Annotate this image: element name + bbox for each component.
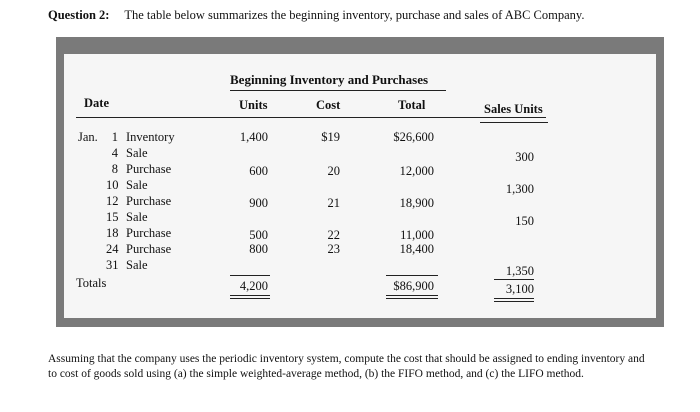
row-desc: Purchase [126,162,172,176]
question-label: Question 2: [48,8,110,22]
header-total: Total [398,98,426,112]
row-day: 1 [111,130,118,144]
row-day: 31 [106,258,119,272]
inventory-table [64,54,656,318]
row-units: 600 [249,164,268,178]
header-rule-sales [480,122,548,123]
row-desc: Purchase [126,242,172,256]
row-cost: 20 [327,164,340,178]
row-cost: $19 [321,130,340,144]
row-units: 900 [249,196,268,210]
table-image-frame [56,37,664,327]
row-desc: Inventory [126,130,175,144]
row-sales: 150 [515,214,534,228]
month-label: Jan. [78,130,98,144]
totals-label: Totals [76,276,107,290]
row-desc: Sale [126,210,148,224]
units-double-underline [230,295,270,299]
header-cost: Cost [316,98,341,112]
header-sales-units: Sales Units [484,102,543,116]
row-units: 1,400 [239,130,268,144]
row-sales: 1,350 [505,264,534,278]
instructions-text: Assuming that the company uses the periodic inventory system, compute the cost that should be assigned to ending inventory and to cost of goods sold using (a) the simple weighted-average method, (b) the FIFO method, and (c) the LIFO method. [48,353,645,380]
question-line [48,8,584,23]
row-sales: 1,300 [505,182,534,196]
total-total-rule [386,275,438,276]
group-header-rule [230,90,446,91]
sales-double-underline [494,298,534,302]
row-cost: 21 [327,196,340,210]
row-total: 18,900 [399,196,434,210]
totals-total: $86,900 [393,279,434,293]
row-desc: Purchase [126,226,172,240]
row-day: 15 [106,210,119,224]
row-desc: Purchase [126,194,172,208]
question-intro: The table below summarizes the beginning inventory, purchase and sales of ABC Company. [124,8,585,22]
row-units: 500 [249,228,268,242]
header-date: Date [84,96,109,110]
row-desc: Sale [126,178,148,192]
row-desc: Sale [126,146,148,160]
row-total: 18,400 [399,242,434,256]
row-day: 8 [111,162,118,176]
header-units: Units [239,98,268,112]
row-day: 18 [106,226,119,240]
row-cost: 23 [327,242,340,256]
row-desc: Sale [126,258,148,272]
row-day: 10 [106,178,119,192]
header-rule-left [76,117,546,118]
row-sales: 300 [515,150,534,164]
row-cost: 22 [327,228,340,242]
sales-total-rule [494,279,534,280]
row-day: 12 [106,194,119,208]
totals-units: 4,200 [239,279,268,293]
group-header: Beginning Inventory and Purchases [230,72,429,87]
units-total-rule [230,275,270,276]
row-units: 800 [249,242,268,256]
row-day: 24 [106,242,119,256]
row-day: 4 [111,146,118,160]
totals-sales: 3,100 [505,282,534,296]
row-total: 12,000 [399,164,434,178]
total-double-underline [386,295,438,299]
row-total: $26,600 [393,130,434,144]
row-total: 11,000 [400,228,434,242]
